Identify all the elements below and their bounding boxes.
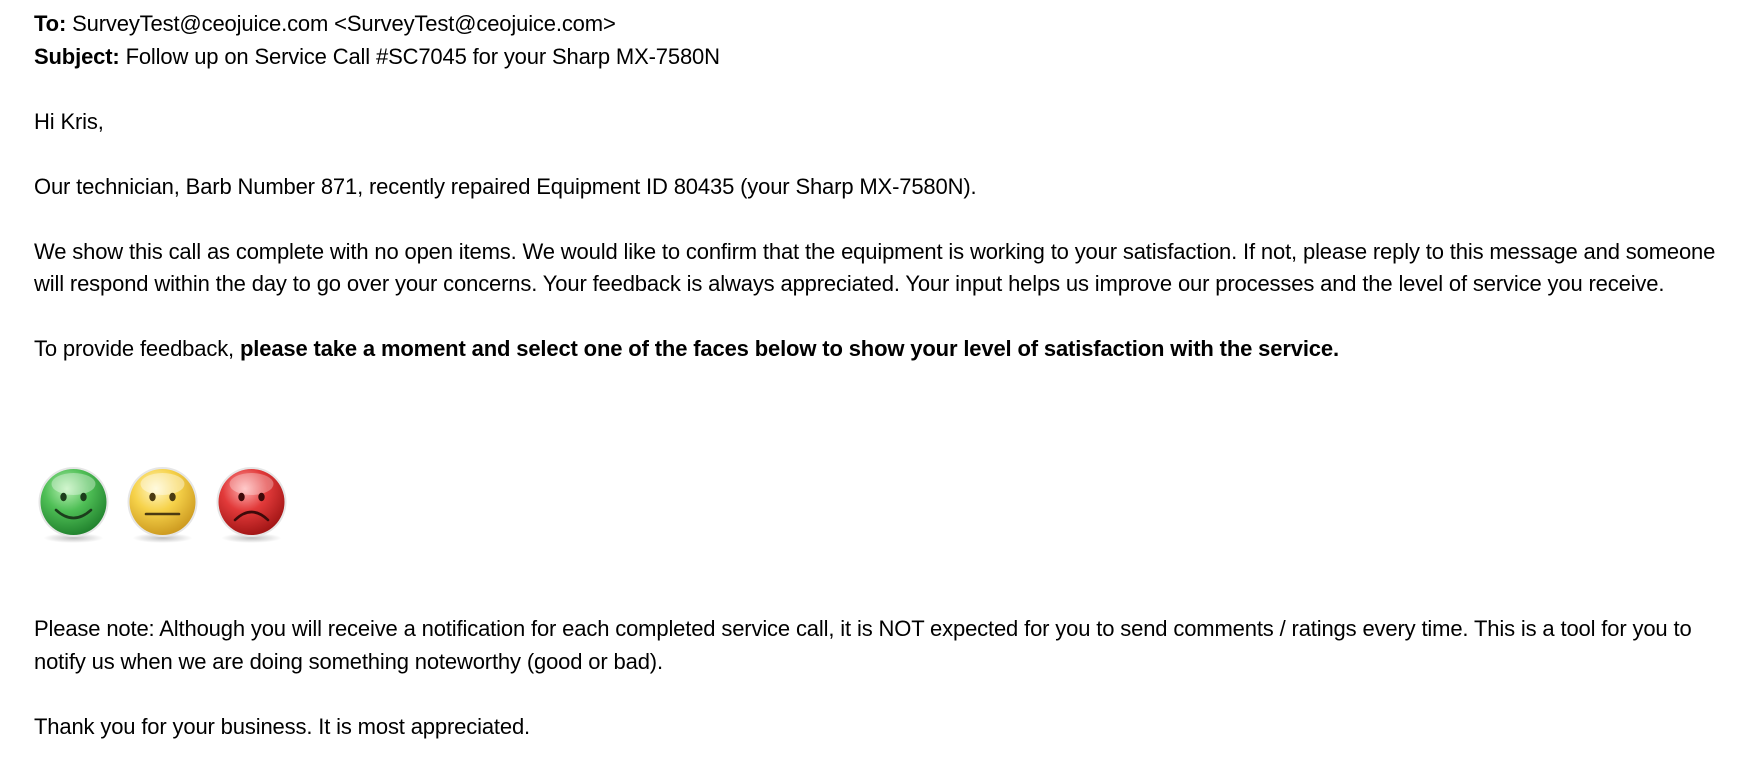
email-footer	[34, 613, 1734, 743]
greeting: Hi Kris,	[34, 108, 104, 134]
email-message	[34, 8, 1734, 366]
subject-label: Subject:	[34, 43, 120, 69]
feedback-bold-text: please take a moment and select one of the faces below to show your level of satisfaction with the service.	[239, 336, 1339, 361]
feedback-instruction	[34, 333, 1734, 366]
note-paragraph: Please note: Although you will receive a notification for each completed service call, it is NOT expected for you to send comments / ratings every time. This is a tool for you to notify us when we are doing something noteworthy (good or bad).	[34, 616, 1692, 674]
feedback-prefix: To provide feedback,	[34, 336, 240, 361]
satisfaction-faces	[35, 464, 290, 546]
sad-face-button[interactable]	[213, 464, 290, 544]
subject-line	[34, 41, 1734, 74]
to-value[interactable]: SurveyTest@ceojuice.com <SurveyTest@ceojuice.com>	[72, 11, 616, 36]
neutral-face-icon	[124, 464, 201, 544]
happy-face-button[interactable]	[35, 464, 112, 544]
sad-face-icon	[213, 464, 290, 544]
completion-paragraph: We show this call as complete with no open items. We would like to confirm that the equipment is working to your satisfaction. If not, please reply to this message and someone will respond within the day to go over your concerns. Your feedback is always appreciated. Your input helps us improve our processes and the level of service you receive.	[34, 238, 1716, 296]
neutral-face-button[interactable]	[124, 464, 201, 544]
technician-line: Our technician, Barb Number 871, recently repaired Equipment ID 80435 (your Sharp MX-7580N).	[34, 173, 977, 199]
to-line	[34, 8, 1734, 41]
happy-face-icon	[35, 464, 112, 544]
to-label: To:	[34, 11, 67, 36]
closing-line: Thank you for your business. It is most appreciated.	[34, 713, 530, 739]
subject-value: Follow up on Service Call #SC7045 for your Sharp MX-7580N	[125, 43, 720, 69]
